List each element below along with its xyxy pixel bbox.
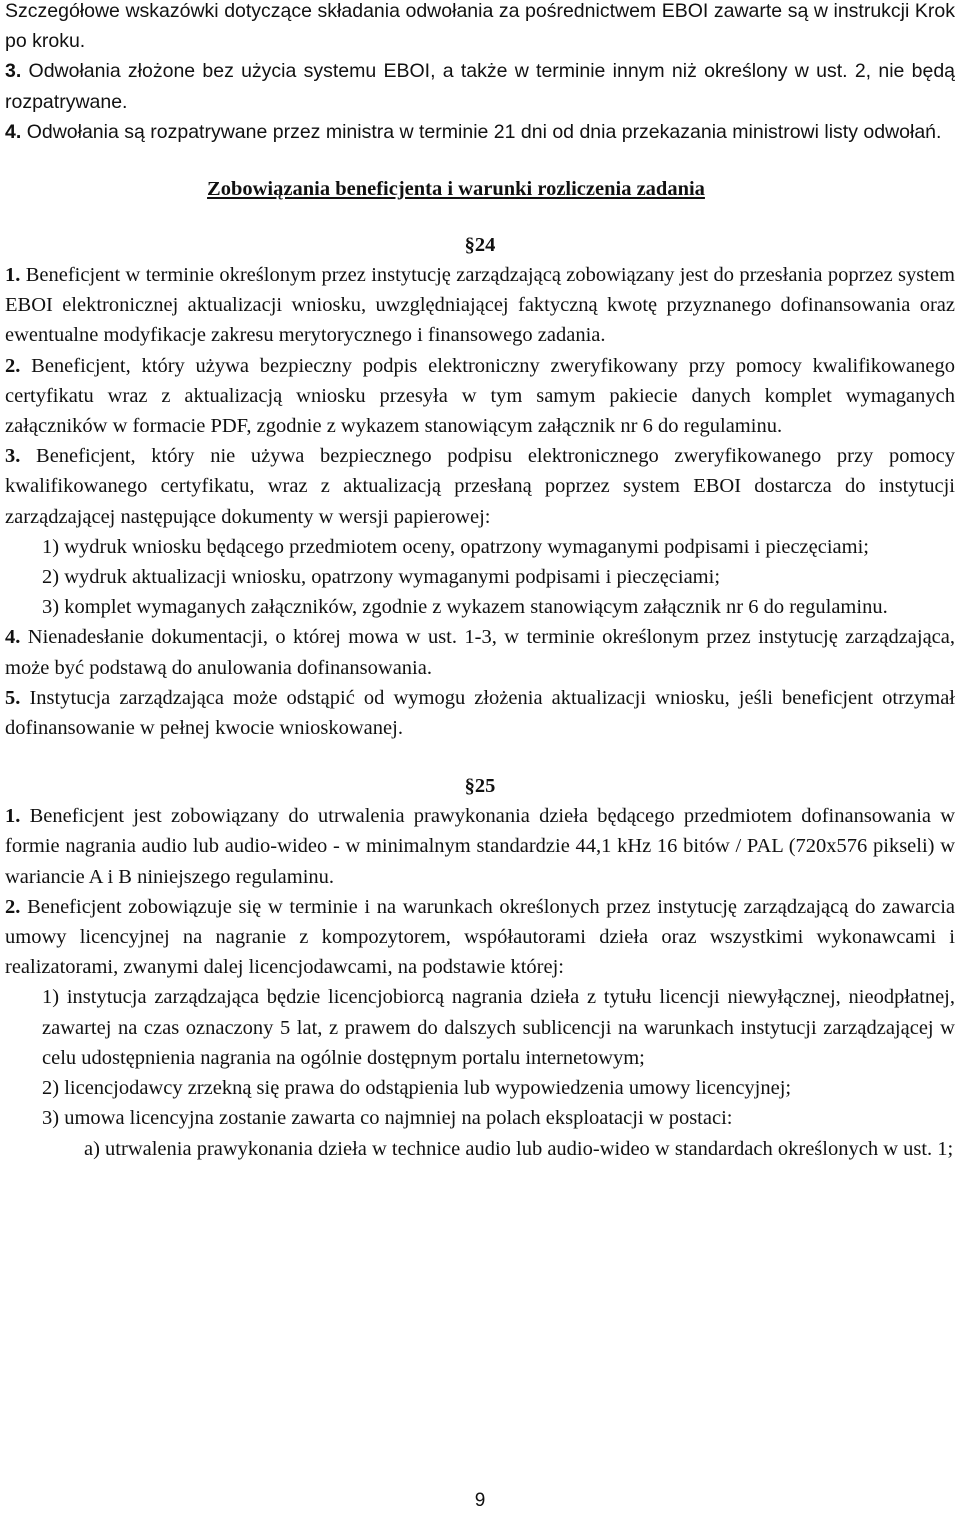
item-text: Beneficjent jest zobowiązany do utrwalenia prawykonania dzieła będącego przedmiotem dofinansowania w formie nagrania audio lub audio-wideo - w minimalnym standardzie 44,1 kHz 16 bitów / PAL (720x576 pikseli) w wariancie A i B niniejszego regulaminu. xyxy=(5,805,956,888)
intro-continuation: Szczegółowe wskazówki dotyczące składania odwołania za pośrednictwem EBOI zawarte są w instrukcji Krok po kroku. xyxy=(5,0,955,53)
item-number: 3. xyxy=(5,445,21,468)
sub-list-item: 1) instytucja zarządzająca będzie licencjobiorcą nagrania dzieła z tytułu licencji niewyłącznej, nieodpłatnej, zawartej na czas oznaczony 5 lat, z prawem do dalszych sublicencji na warunkach instytucji zarządzającej w celu udostępnienia nagrania na ogólnie dostępnym portalu internetowym; xyxy=(42,986,955,1069)
sub-list-item: 2) licencjodawcy zrzekną się prawa do odstąpienia lub wypowiedzenia umowy licencyjnej; xyxy=(42,1077,792,1100)
item-number: 4. xyxy=(5,626,21,649)
paragraph-24 xyxy=(5,260,955,743)
sub-list-item: 2) wydruk aktualizacji wniosku, opatrzony wymaganymi podpisami i pieczęciami; xyxy=(42,566,721,589)
paragraph-sign-24: §24 xyxy=(464,234,496,257)
list-item xyxy=(5,683,955,743)
page-number: 9 xyxy=(474,1490,486,1511)
item-text: Odwołania złożone bez użycia systemu EBOI, a także w terminie innym niż określony w ust. 2, nie będą rozpatrywane. xyxy=(5,60,956,113)
intro-item-4 xyxy=(5,117,955,147)
item-number: 1. xyxy=(5,805,21,828)
item-number: 2. xyxy=(5,354,21,377)
item-number: 2. xyxy=(5,895,21,918)
list-item xyxy=(5,441,955,532)
sub-sub-list-item: a) utrwalenia prawykonania dzieła w technice audio lub audio-wideo w standardach określonych w ust. 1; xyxy=(84,1137,954,1160)
intro-item-3 xyxy=(5,56,955,116)
item-text: Beneficjent w terminie określonym przez instytucję zarządzającą zobowiązany jest do przesłania poprzez system EBOI elektronicznej aktualizacji wniosku, uwzględniającej faktyczną kwotę przyznanego dofinansowania oraz ewentualne modyfikacje zakresu merytorycznego i finansowego zadania. xyxy=(5,264,955,347)
item-text: Nienadesłanie dokumentacji, o której mowa w ust. 1-3, w terminie określonym przez instytucję zarządzająca, może być podstawą do anulowania dofinansowania. xyxy=(5,626,956,679)
item-text: Beneficjent, który nie używa bezpiecznego podpisu elektronicznego zweryfikowanego przy pomocy kwalifikowanego certyfikatu, wraz z aktualizacją przesłaną poprzez system EBOI dostarcza do instytucji zarządzającej następujące dokumenty w wersji papierowej: xyxy=(5,445,956,528)
item-number: 4. xyxy=(5,120,22,143)
document-page xyxy=(5,0,955,1518)
item-number: 3. xyxy=(5,60,22,83)
item-number: 5. xyxy=(5,686,21,709)
item-text: Odwołania są rozpatrywane przez ministra w terminie 21 dni od dnia przekazania ministrowi listy odwołań. xyxy=(26,120,942,143)
list-item xyxy=(5,351,955,442)
sub-list-item: 3) umowa licencyjna zostanie zawarta co najmniej na polach eksploatacji w postaci: xyxy=(42,1107,733,1130)
item-text: Beneficjent zobowiązuje się w terminie i na warunkach określonych przez instytucję zarządzającą do zawarcia umowy licencyjnej na nagranie z kompozytorem, współautorami dzieła oraz wszystkimi wykonawcami i realizatorami, zwanymi dalej licencjodawcami, na podstawie której: xyxy=(5,895,956,979)
list-item xyxy=(5,622,955,682)
list-item xyxy=(5,801,955,892)
item-text: Beneficjent, który używa bezpieczny podpis elektroniczny zweryfikowany przy pomocy kwalifikowanego certyfikatu wraz z aktualizacją wniosku przesyła w tym samym pakiecie danych komplet wymaganych załączników w formacie PDF, zgodnie z wykazem stanowiącym załącznik nr 6 do regulaminu. xyxy=(5,354,956,438)
paragraph-25 xyxy=(5,801,955,1163)
item-number: 1. xyxy=(5,264,21,287)
sub-list-item: 1) wydruk wniosku będącego przedmiotem oceny, opatrzony wymaganymi podpisami i pieczęciami; xyxy=(42,535,869,558)
list-item xyxy=(5,260,955,351)
sub-list-item: 3) komplet wymaganych załączników, zgodnie z wykazem stanowiącym załącznik nr 6 do regulaminu. xyxy=(42,596,888,619)
list-item xyxy=(5,892,955,983)
item-text: Instytucja zarządzająca może odstąpić od wymogu złożenia aktualizacji wniosku, jeśli beneficjent otrzymał dofinansowanie w pełnej kwocie wnioskowanej. xyxy=(5,686,956,740)
paragraph-sign-25: §25 xyxy=(464,775,496,798)
section-title: Zobowiązania beneficjenta i warunki rozliczenia zadania xyxy=(207,178,705,201)
